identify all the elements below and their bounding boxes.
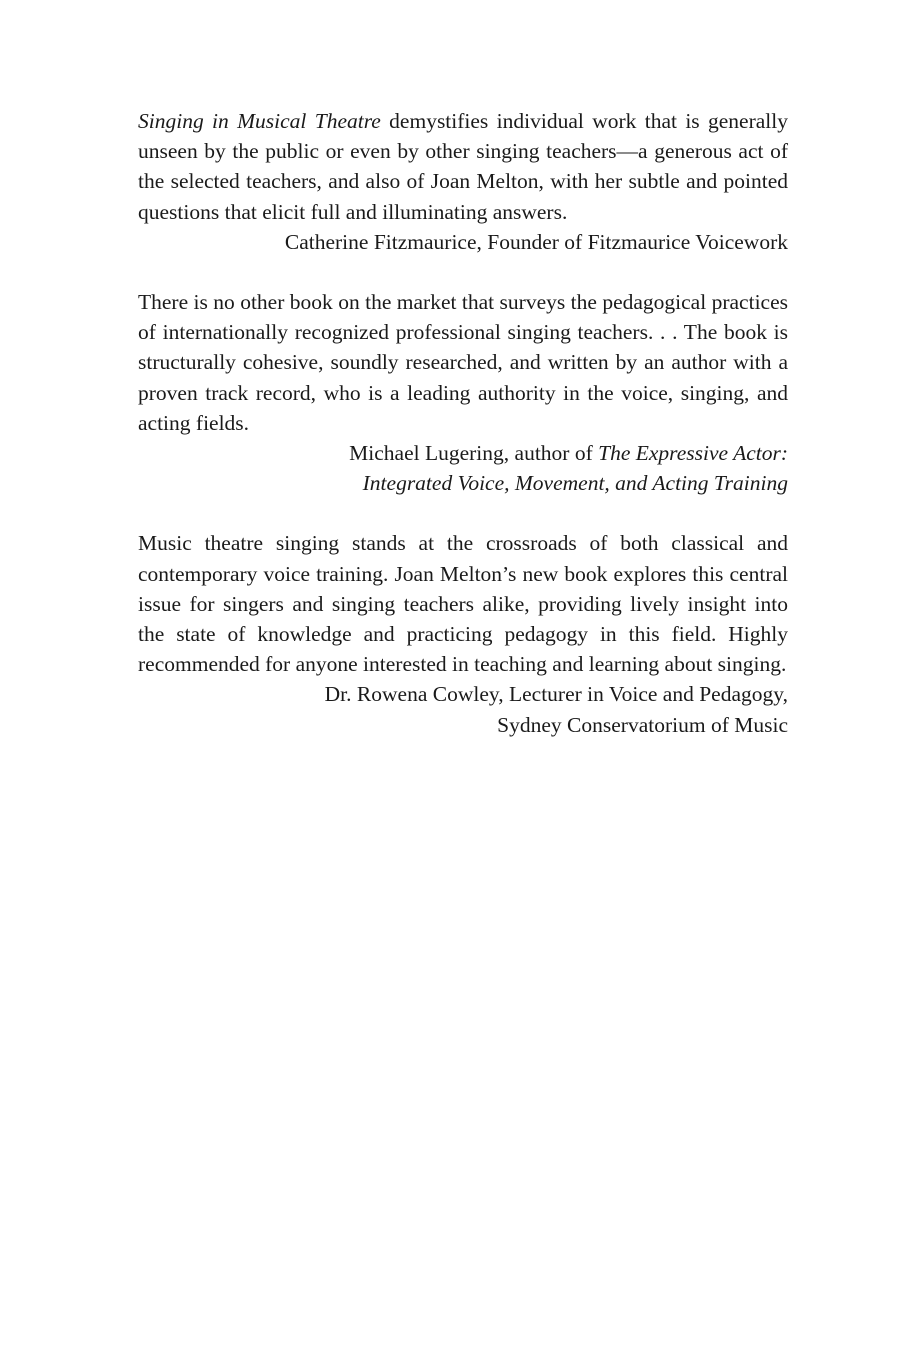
attribution-line: [138, 468, 788, 498]
attribution-line: Catherine Fitzmaurice, Founder of Fitzmaurice Voicework: [284, 229, 788, 254]
endorsement-attribution: [138, 438, 788, 498]
attribution-line: [138, 438, 788, 468]
endorsement-text: Music theatre singing stands at the crossroads of both classical and contemporary voice training. Joan Melton’s new book explores this central issue for singers and singing teachers alike, providing lively insight into the state of knowledge and practicing pedagogy in this field. Highly recommended for anyone interested in teaching and learning about singing.: [138, 531, 788, 677]
endorsements-page: [138, 106, 788, 740]
endorsement-attribution: [138, 679, 788, 739]
endorsement-attribution: [138, 227, 788, 257]
endorsement-text: There is no other book on the market that surveys the pedagogical practices of internationally recognized professional singing teachers. . . The book is structurally cohesive, soundly researched, and written by an author with a proven track record, who is a leading authority in the voice, singing, and acting fields.: [138, 290, 788, 435]
endorsement-text: [138, 106, 788, 227]
book-title-italic: Singing in Musical Theatre: [138, 109, 381, 133]
endorsement-fitzmaurice: [138, 106, 788, 257]
attribution-line: Dr. Rowena Cowley, Lecturer in Voice and Pedagogy,: [324, 682, 788, 707]
endorsement-lugering: [138, 287, 788, 498]
attribution-line: Sydney Conservatorium of Music: [497, 712, 788, 737]
attribution-book-title: The Expressive Actor:: [598, 441, 788, 466]
attribution-book-subtitle: Integrated Voice, Movement, and Acting Training: [362, 471, 788, 496]
endorsement-cowley: [138, 528, 788, 739]
attribution-author: Michael Lugering, author of: [349, 441, 599, 466]
endorsement-body: demystifies individual work that is generally unseen by the public or even by other singing teachers—a generous act of the selected teachers, and also of Joan Melton, with her subtle and pointed questions that elicit full and illuminating answers.: [138, 109, 788, 224]
